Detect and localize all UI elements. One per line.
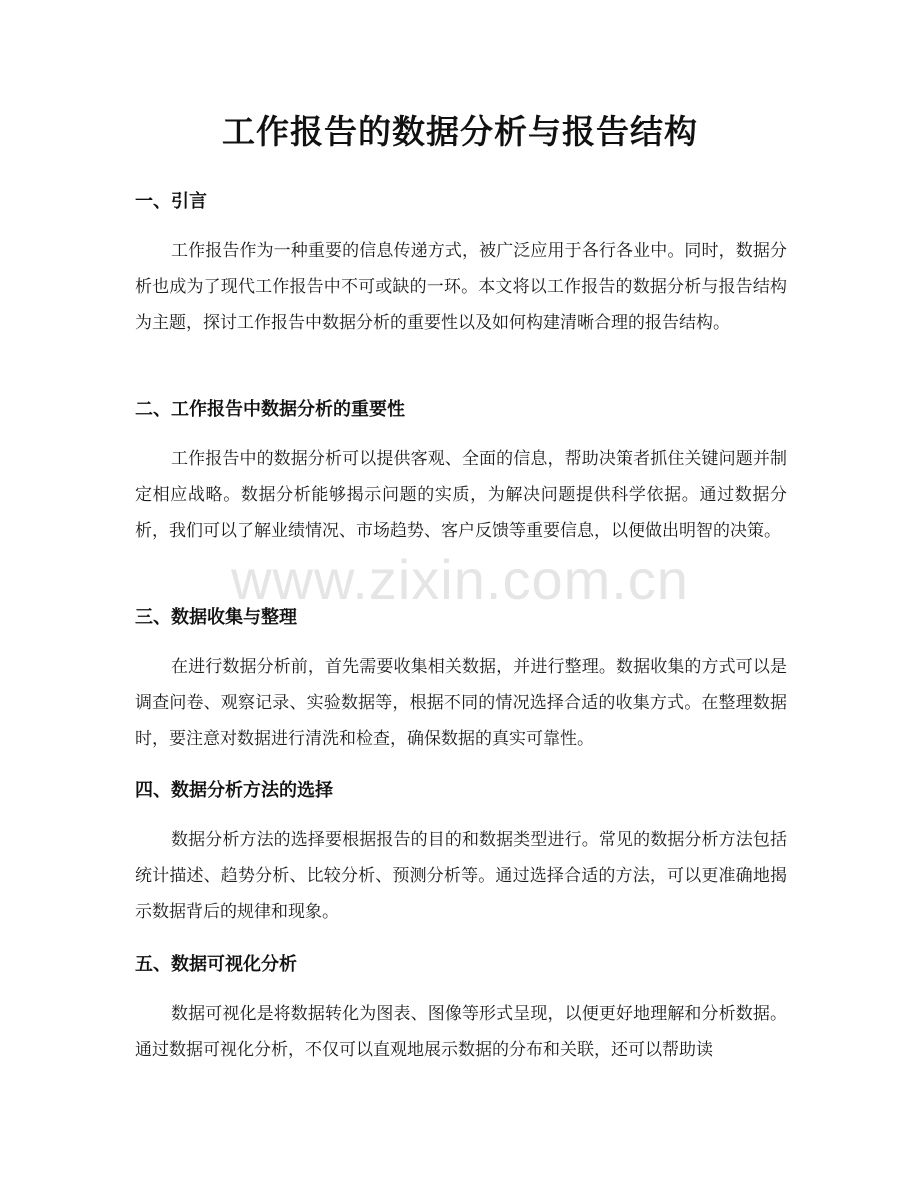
section-heading-methods: 四、数据分析方法的选择 bbox=[135, 780, 333, 801]
section-heading-visualization: 五、数据可视化分析 bbox=[135, 954, 297, 975]
section-text-introduction: 工作报告作为一种重要的信息传递方式，被广泛应用于各行各业中。同时，数据分析也成为了现代工作报告中不可或缺的一环。本文将以工作报告的数据分析与报告结构为主题，探讨工作报告中数据分析的重要性以及如何构建清晰合理的报告结构。 bbox=[135, 241, 787, 333]
section-text-visualization: 数据可视化是将数据转化为图表、图像等形式呈现，以便更好地理解和分析数据。通过数据可视化分析，不仅可以直观地展示数据的分布和关联，还可以帮助读 bbox=[135, 1004, 787, 1060]
section-heading-importance: 二、工作报告中数据分析的重要性 bbox=[135, 399, 405, 420]
section-heading-collection: 三、数据收集与整理 bbox=[135, 607, 297, 628]
section-text-importance: 工作报告中的数据分析可以提供客观、全面的信息，帮助决策者抓住关键问题并制定相应战略。数据分析能够揭示问题的实质，为解决问题提供科学依据。通过数据分析，我们可以了解业绩情况、市场趋势、客户反馈等重要信息，以便做出明智的决策。 bbox=[135, 449, 787, 541]
section-text-methods: 数据分析方法的选择要根据报告的目的和数据类型进行。常见的数据分析方法包括统计描述、趋势分析、比较分析、预测分析等。通过选择合适的方法，可以更准确地揭示数据背后的规律和现象。 bbox=[135, 830, 787, 922]
section-heading-introduction: 一、引言 bbox=[135, 191, 207, 212]
watermark: www.zixin.com.cn bbox=[231, 548, 689, 611]
section-text-collection: 在进行数据分析前，首先需要收集相关数据，并进行整理。数据收集的方式可以是调查问卷、观察记录、实验数据等，根据不同的情况选择合适的收集方式。在整理数据时，要注意对数据进行清洗和检查，确保数据的真实可靠性。 bbox=[135, 657, 787, 749]
page-title: 工作报告的数据分析与报告结构 bbox=[222, 112, 698, 151]
